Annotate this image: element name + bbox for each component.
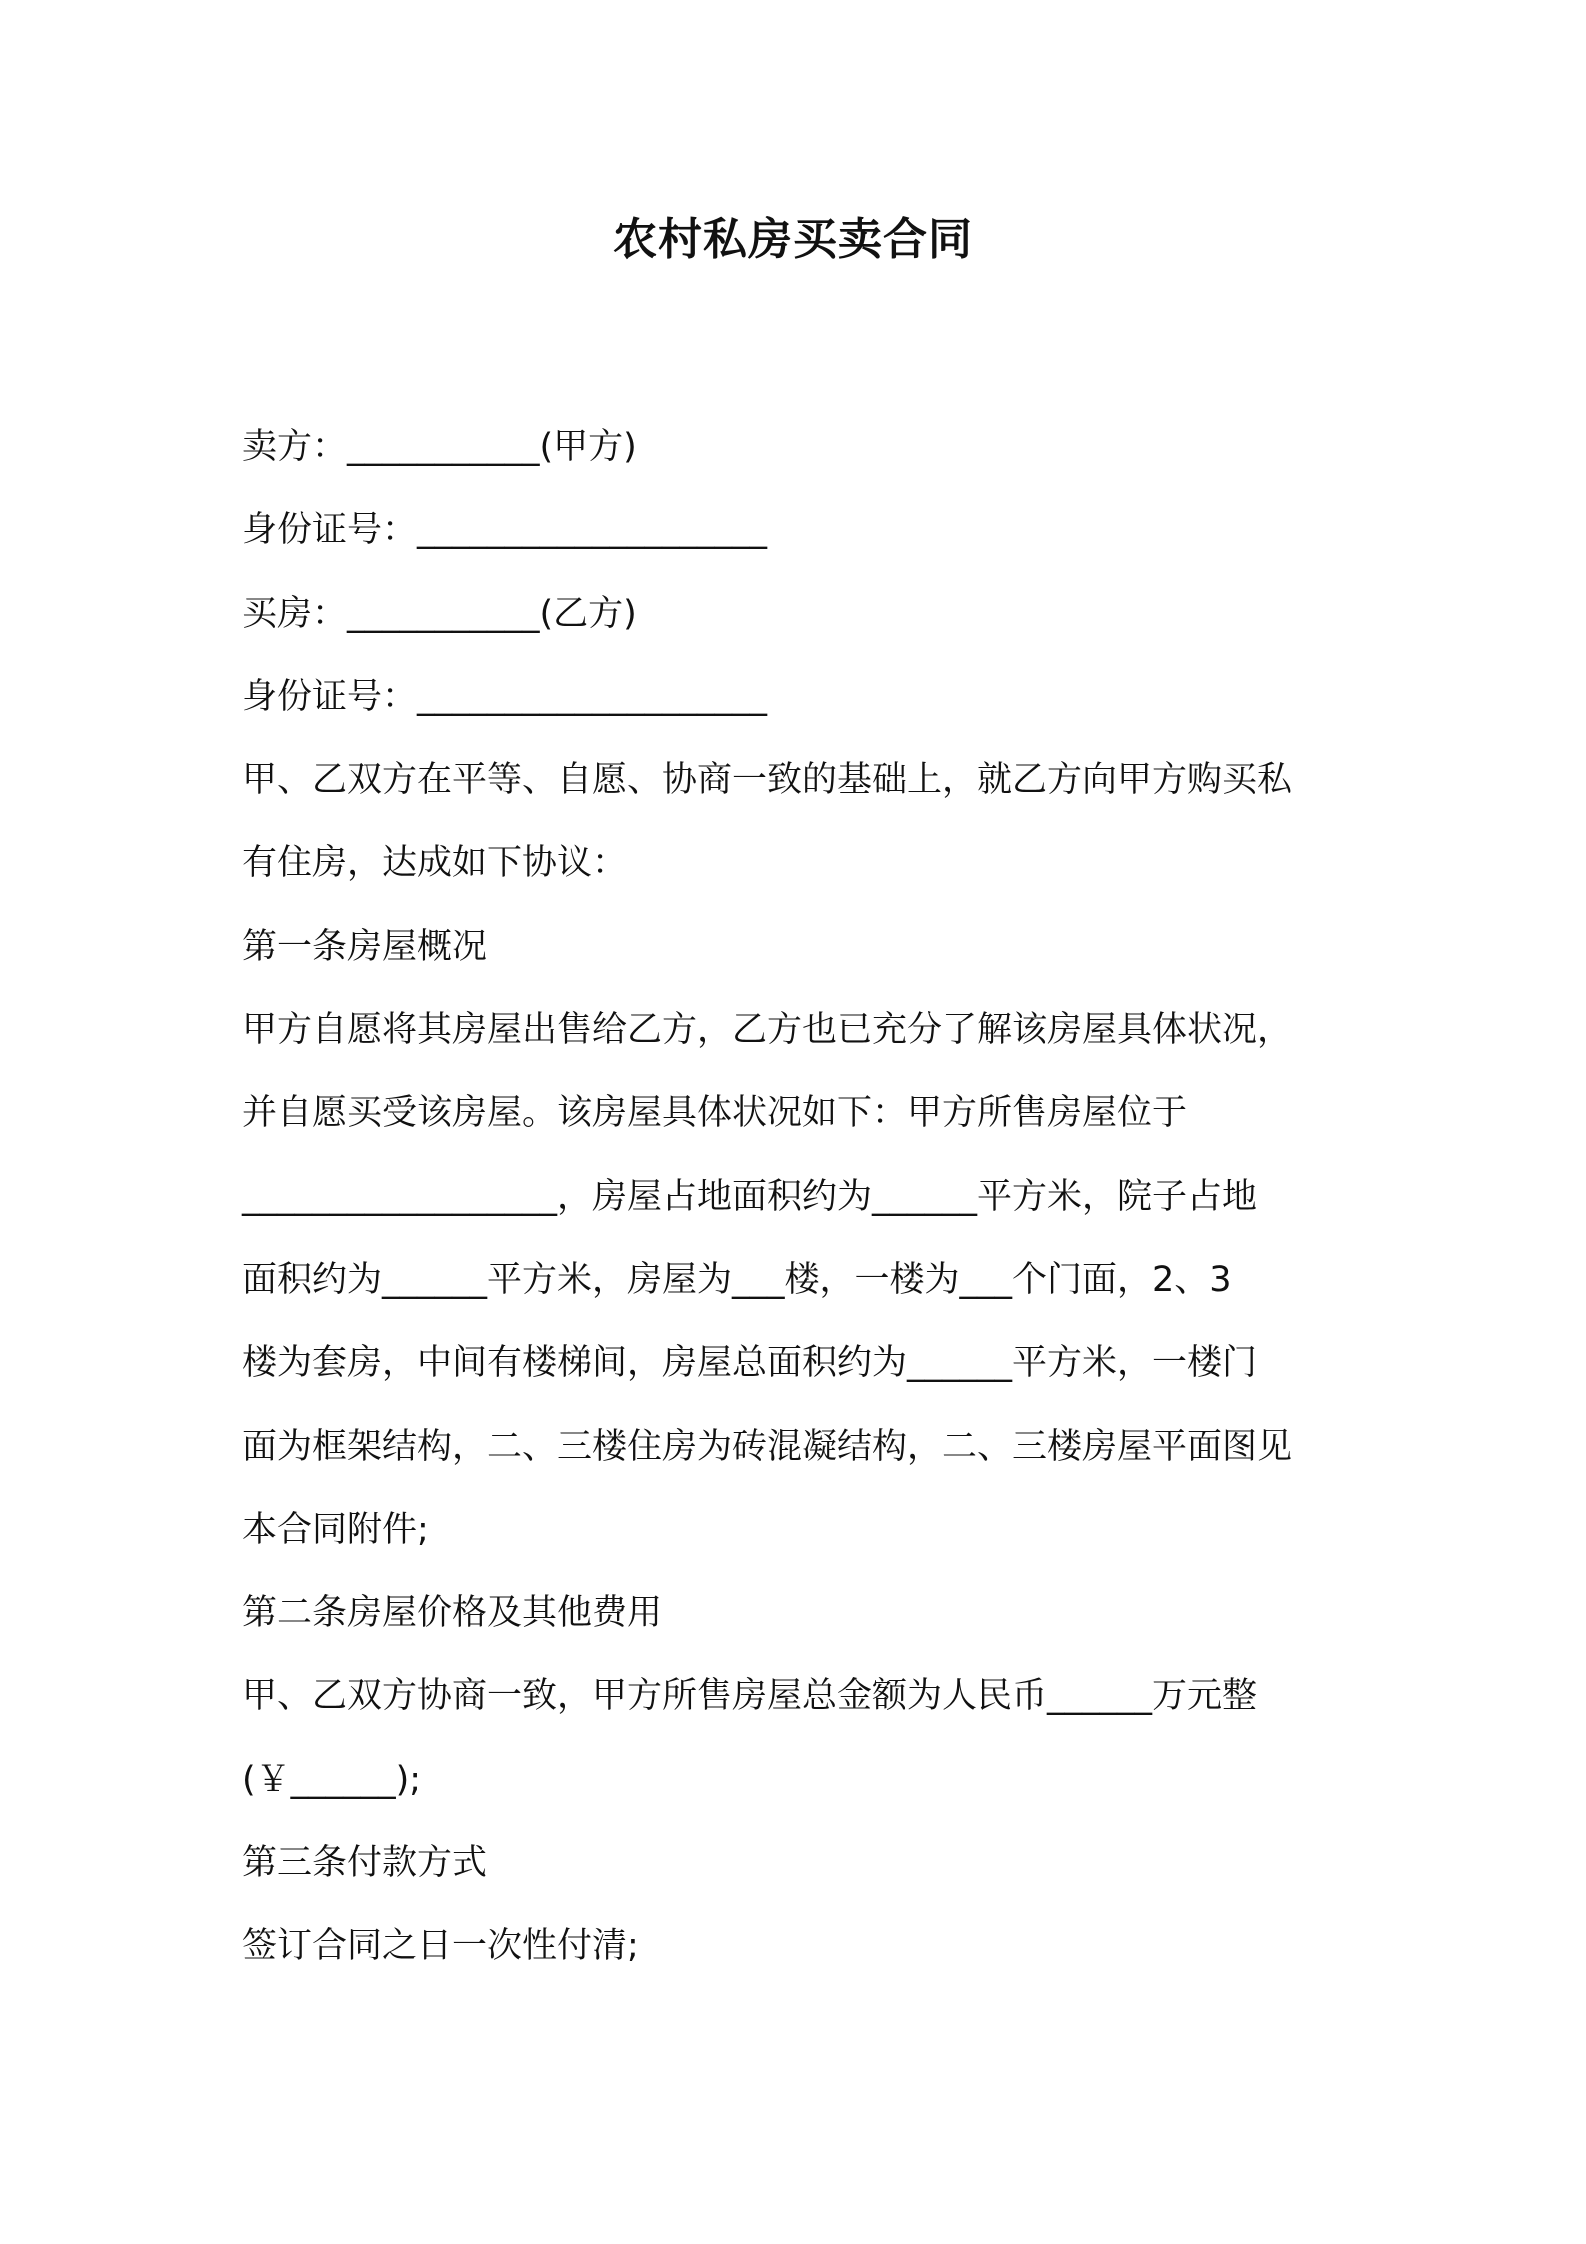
document-title: 农村私房买卖合同: [613, 214, 973, 265]
buyer-id-line: 身份证号：____________________: [242, 676, 768, 717]
article-1-text: 面为框架结构，二、三楼住房为砖混凝结构，二、三楼房屋平面图见: [242, 1426, 1293, 1467]
article-3-text: 签订合同之日一次性付清;: [242, 1926, 639, 1967]
article-1-text: 本合同附件;: [242, 1509, 429, 1550]
article-1-text: 甲方自愿将其房屋出售给乙方，乙方也已充分了解该房屋具体状况，: [242, 1010, 1293, 1051]
buyer-line: 买房：___________(乙方): [242, 593, 637, 634]
article-2-text: (￥______);: [242, 1759, 422, 1800]
article-1-text: __________________，房屋占地面积约为______平方米，院子占地: [242, 1176, 1258, 1217]
seller-line: 卖方：___________(甲方): [242, 427, 637, 467]
article-3-heading: 第三条付款方式: [242, 1843, 488, 1884]
seller-id-line: 身份证号：____________________: [242, 510, 768, 551]
article-1-text: 面积约为______平方米，房屋为___楼，一楼为___个门面，2、3: [242, 1259, 1232, 1300]
document-body: [242, 406, 1362, 1989]
article-2-text: 甲、乙双方协商一致，甲方所售房屋总金额为人民币______万元整: [242, 1676, 1258, 1717]
article-1-text: 并自愿买受该房屋。该房屋具体状况如下：甲方所售房屋位于: [242, 1093, 1188, 1134]
article-1-heading: 第一条房屋概况: [242, 926, 488, 967]
preamble-line: 有住房，达成如下协议：: [242, 843, 628, 884]
article-1-text: 楼为套房，中间有楼梯间，房屋总面积约为______平方米，一楼门: [242, 1343, 1258, 1384]
article-2-heading: 第二条房屋价格及其他费用: [242, 1593, 663, 1634]
preamble-line: 甲、乙双方在平等、自愿、协商一致的基础上，就乙方向甲方购买私: [242, 760, 1293, 801]
